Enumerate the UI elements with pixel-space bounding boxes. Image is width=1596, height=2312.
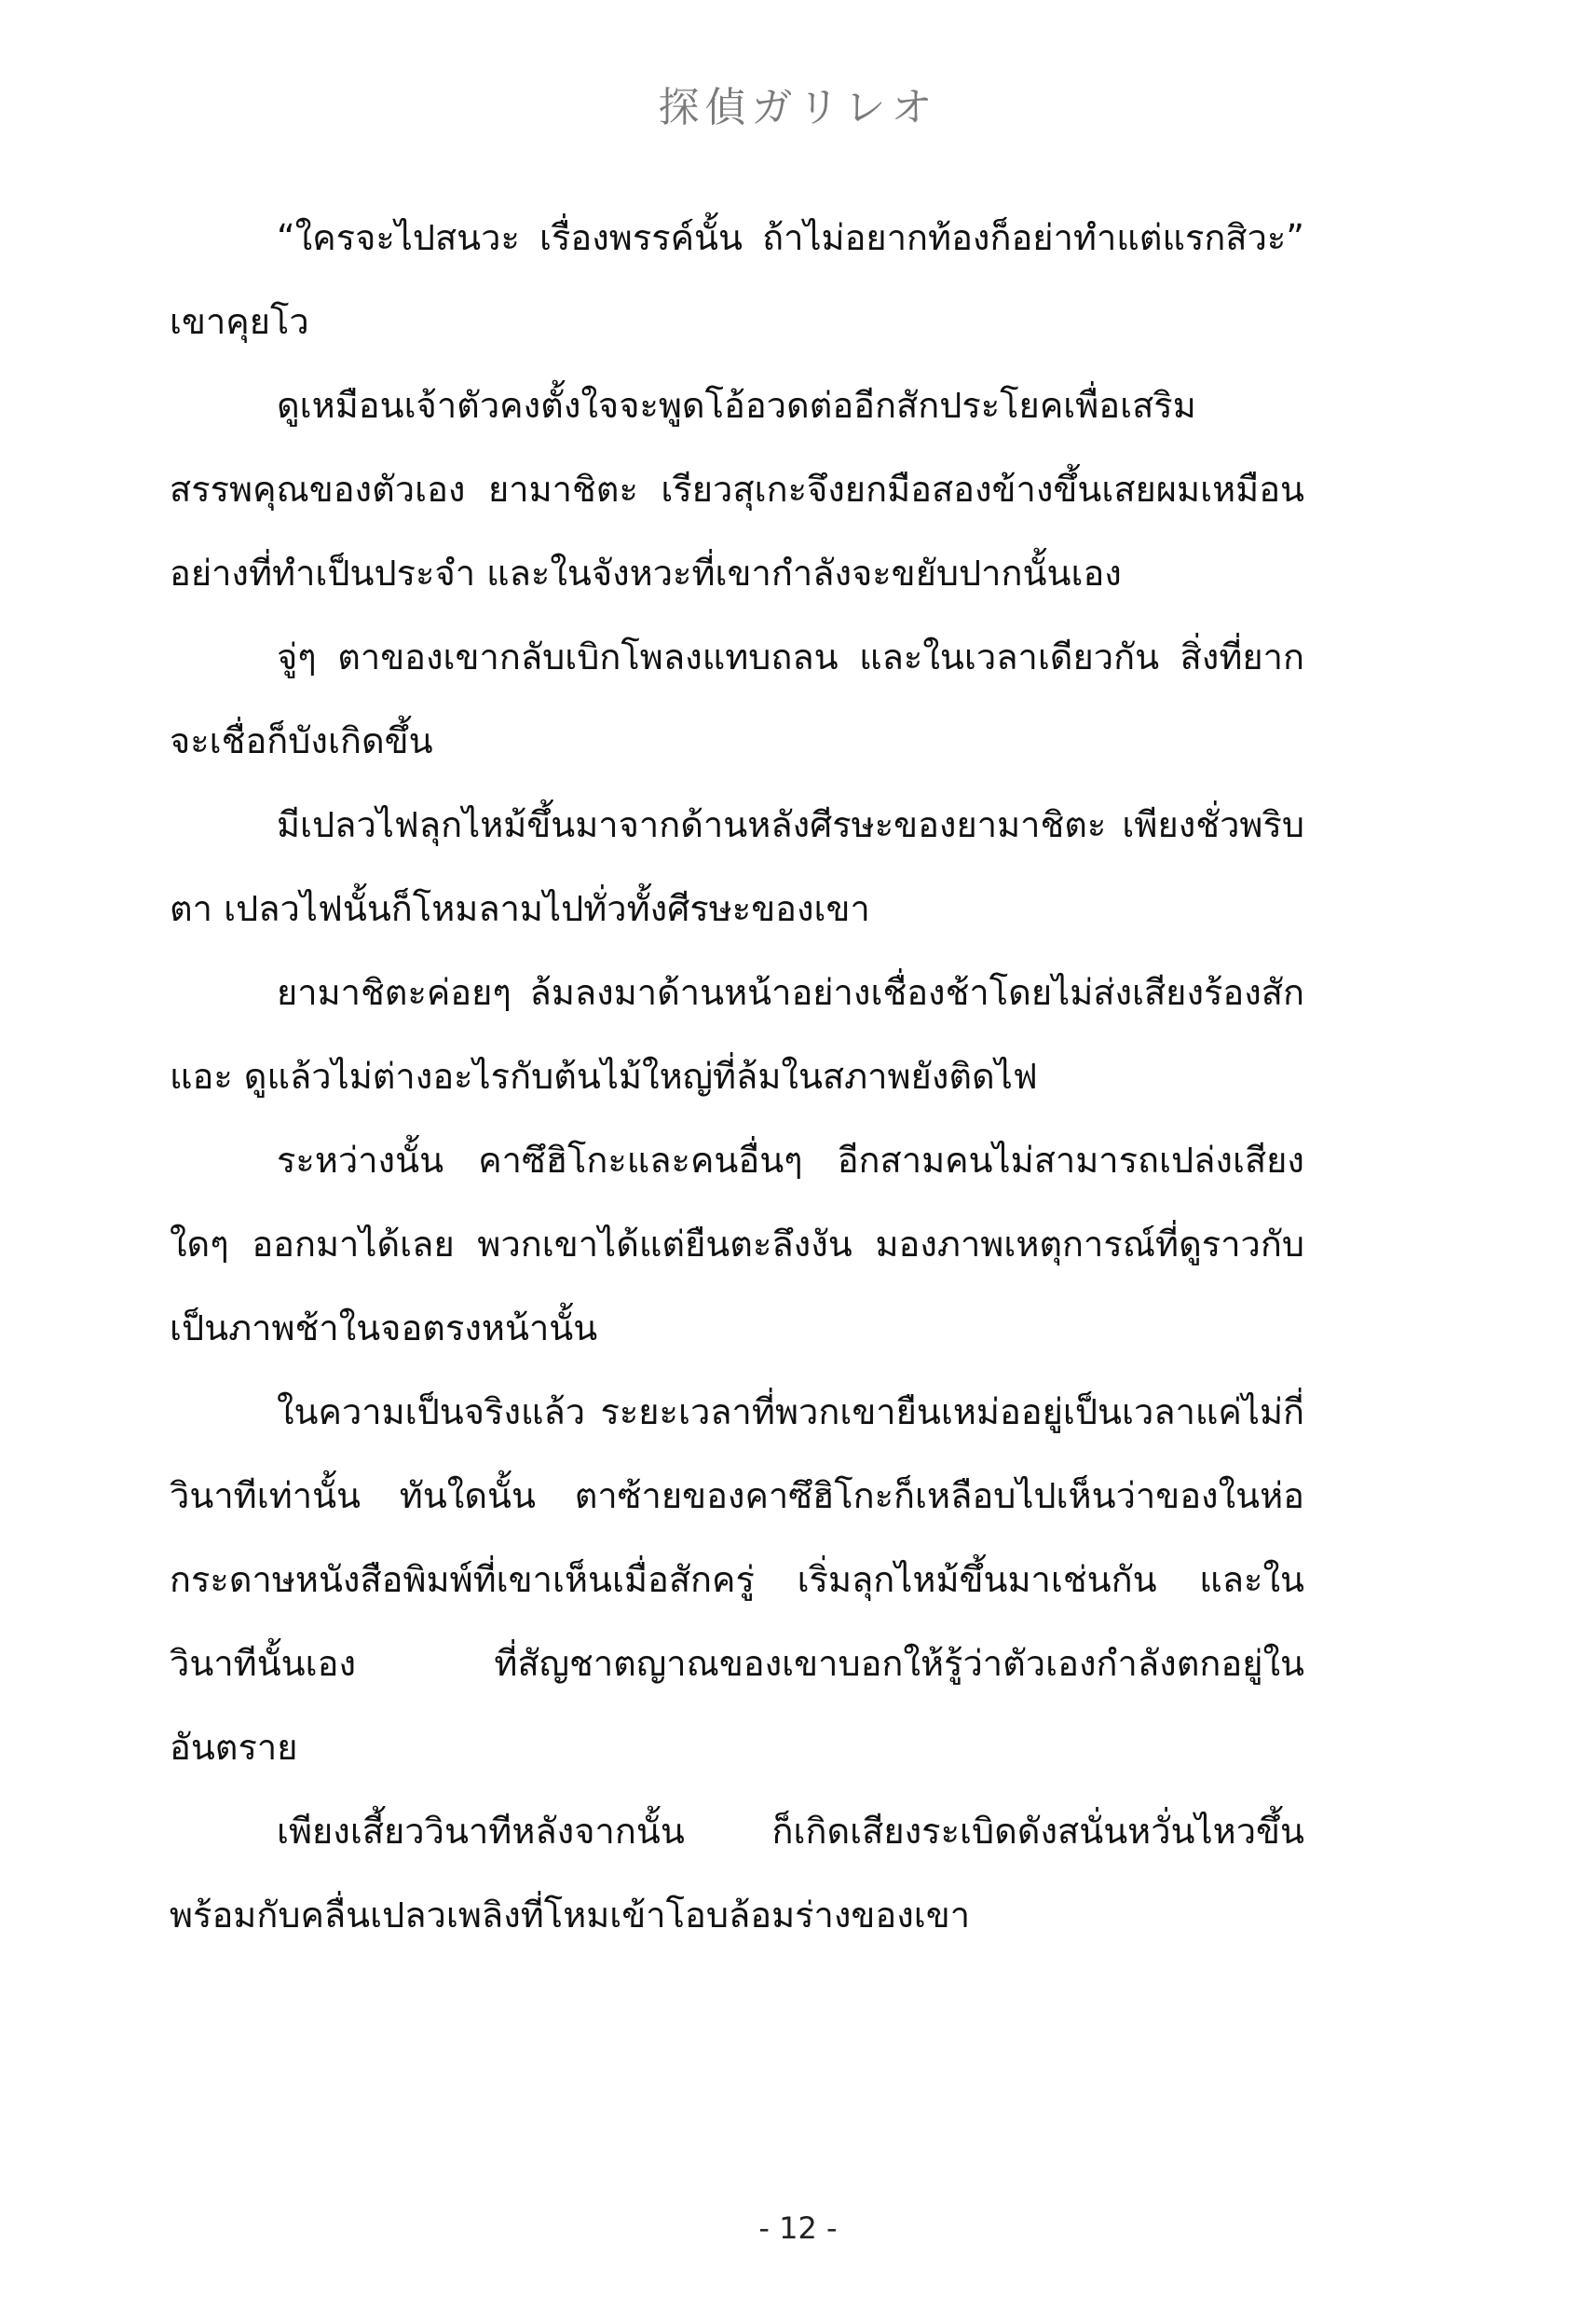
- paragraph: เพียงเสี้ยววินาทีหลังจากนั้น ก็เกิดเสียงระเบิดดังสนั่นหวั่นไหวขึ้นพร้อมกับคลื่นเปลวเพลิงที่โหมเข้าโอบล้อมร่างของเขา: [170, 1811, 1304, 1936]
- body-text: [170, 196, 1304, 1957]
- paragraph: มีเปลวไฟลุกไหม้ขึ้นมาจากด้านหลังศีรษะของยามาชิตะ เพียงชั่วพริบตา เปลวไฟนั้นก็โหมลามไปทั่วทั้งศีรษะของเขา: [170, 804, 1304, 929]
- paragraph: ในความเป็นจริงแล้ว ระยะเวลาที่พวกเขายืนเหม่ออยู่เป็นเวลาแค่ไม่กี่วินาทีเท่านั้น ทันใดนั้น ตาซ้ายของคาซึฮิโกะก็เหลือบไปเห็นว่าของในห่อกระดาษหนังสือพิมพ์ที่เขาเห็นเมื่อสักครู่ เริ่มลุกไหม้ขึ้นมาเช่นกัน และในวินาทีนั้นเอง ที่สัญชาตญาณของเขาบอกให้รู้ว่าตัวเองกำลังตกอยู่ในอันตราย: [170, 1391, 1304, 1768]
- paragraph: จู่ๆ ตาของเขากลับเบิกโพลงแทบถลน และในเวลาเดียวกัน สิ่งที่ยากจะเชื่อก็บังเกิดขึ้น: [170, 636, 1304, 761]
- running-title: 探偵ガリレオ: [658, 84, 938, 131]
- paragraph: ดูเหมือนเจ้าตัวคงตั้งใจจะพูดโอ้อวดต่ออีกสักประโยคเพื่อเสริมสรรพคุณของตัวเอง ยามาชิตะ เรียวสุเกะจึงยกมือสองข้างขึ้นเสยผมเหมือนอย่างที่ทำเป็นประจำ และในจังหวะที่เขากำลังจะขยับปากนั้นเอง: [170, 385, 1304, 594]
- paragraph: “ใครจะไปสนวะ เรื่องพรรค์นั้น ถ้าไม่อยากท้องก็อย่าทำแต่แรกสิวะ” เขาคุยโว: [170, 217, 1304, 342]
- paragraph: ยามาชิตะค่อยๆ ล้มลงมาด้านหน้าอย่างเชื่องช้าโดยไม่ส่งเสียงร้องสักแอะ ดูแล้วไม่ต่างอะไรกับต้นไม้ใหญ่ที่ล้มในสภาพยังติดไฟ: [170, 972, 1304, 1097]
- paragraph: ระหว่างนั้น คาซึฮิโกะและคนอื่นๆ อีกสามคนไม่สามารถเปล่งเสียงใดๆ ออกมาได้เลย พวกเขาได้แต่ยืนตะลึงงัน มองภาพเหตุการณ์ที่ดูราวกับเป็นภาพช้าในจอตรงหน้านั้น: [170, 1140, 1304, 1348]
- page-number: - 12 -: [758, 2210, 838, 2246]
